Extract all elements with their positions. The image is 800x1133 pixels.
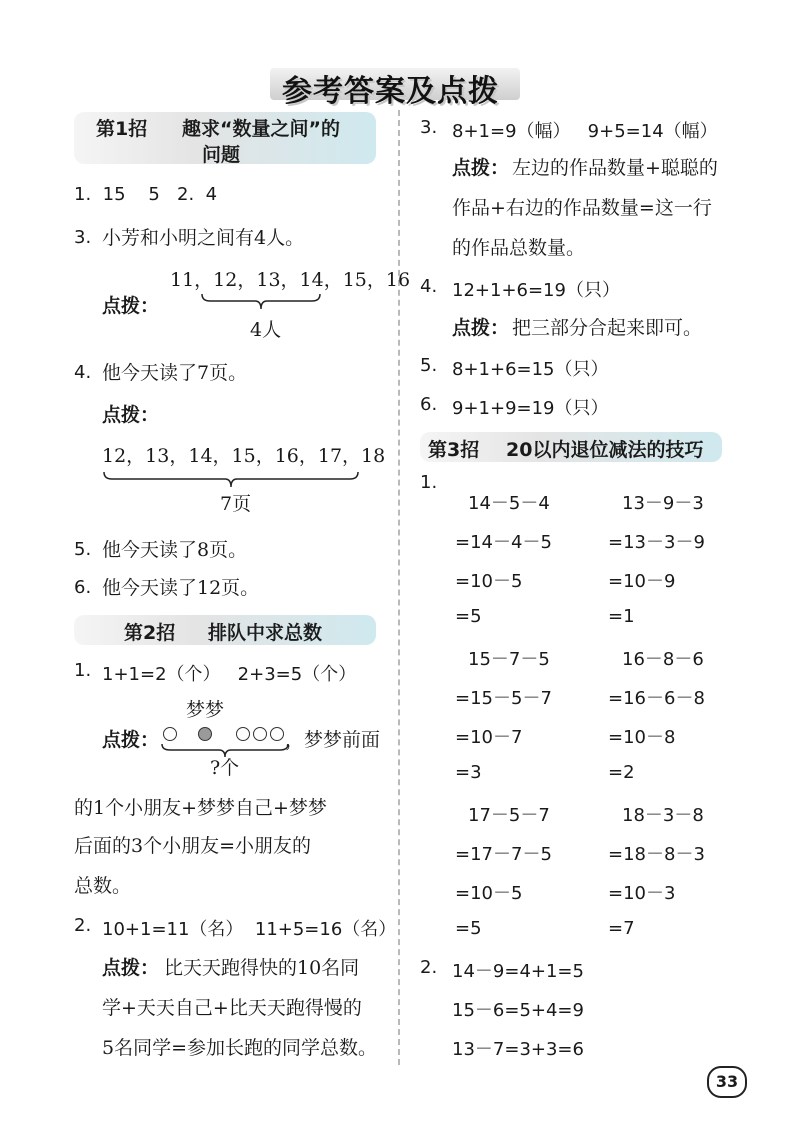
r-hint3-line3: 的作品总数量。 xyxy=(452,237,586,259)
r-answer-4-text: 12+1+6=19（只） xyxy=(452,280,620,301)
r-answer-6-text: 9+1+9=19（只） xyxy=(452,398,609,419)
section-1-tag: 第1招 xyxy=(96,118,148,140)
s2-answer-2-number: 2. xyxy=(74,915,92,936)
calc-step: =7 xyxy=(608,918,635,939)
r-answer-5-text: 8+1+6=15（只） xyxy=(452,359,609,380)
r-hint4-text: 把三部分合起来即可。 xyxy=(512,317,703,339)
s2-hint2-line2: 学+天天自己+比天天跑得慢的 xyxy=(102,997,362,1019)
section-2-title: 排队中求总数 xyxy=(208,622,323,644)
sequence-11-16: 11，12，13，14，15，16 xyxy=(170,269,411,291)
answer-4-text: 他今天读了7页。 xyxy=(102,362,248,384)
queue-child-circle xyxy=(236,727,250,741)
calc-step: 17－5－7 xyxy=(468,805,550,826)
s3-q2-line: 14－9=4+1=5 xyxy=(452,961,584,982)
calc-step: =10－7 xyxy=(455,727,523,748)
s3-question-1-number: 1. xyxy=(420,472,438,493)
r-answer-3-text: 8+1=9（幅） 9+5=14（幅） xyxy=(452,121,718,142)
calc-step: =17－7－5 xyxy=(455,844,552,865)
page-number: 33 xyxy=(707,1066,747,1098)
calc-step: 14－5－4 xyxy=(468,493,550,514)
calc-step: =18－8－3 xyxy=(608,844,705,865)
column-divider xyxy=(398,110,400,1065)
calc-step: 15－7－5 xyxy=(468,649,550,670)
r-answer-5-number: 5. xyxy=(420,355,438,376)
unknown-count-label: ?个 xyxy=(210,757,240,779)
calc-step: =10－3 xyxy=(608,883,676,904)
page-title: 参考答案及点拨 xyxy=(282,74,499,109)
answer-3-number: 3. xyxy=(74,227,92,248)
s3-q2-line: 13－7=3+3=6 xyxy=(452,1039,584,1060)
r-hint3-line2: 作品+右边的作品数量=这一行 xyxy=(452,197,712,219)
s2-hint-label: 点拨： xyxy=(102,729,160,751)
calc-step: =3 xyxy=(455,762,482,783)
section-1-title-line2: 问题 xyxy=(202,144,241,166)
calc-step: 18－3－8 xyxy=(622,805,704,826)
answer-6-text: 他今天读了12页。 xyxy=(102,577,260,599)
s2-hint2-label: 点拨： xyxy=(102,957,160,979)
answer-4-number: 4. xyxy=(74,362,92,383)
s2-hint-after: ，梦梦前面 xyxy=(285,729,381,751)
r-hint4-label: 点拨： xyxy=(452,317,510,339)
s2-answer-1-number: 1. xyxy=(74,660,92,681)
s2-hint-line4: 总数。 xyxy=(74,875,132,897)
calc-step: =10－5 xyxy=(455,883,523,904)
hint-label-4: 点拨： xyxy=(102,404,160,426)
r-answer-3-number: 3. xyxy=(420,117,438,138)
queue-child-circle xyxy=(253,727,267,741)
calc-step: =13－3－9 xyxy=(608,532,705,553)
calc-step: =15－5－7 xyxy=(455,688,552,709)
sequence-12-18: 12，13，14，15，16，17，18 xyxy=(102,445,386,467)
queue-child-circle xyxy=(270,727,284,741)
s2-hint-line2: 的1个小朋友+梦梦自己+梦梦 xyxy=(74,797,327,819)
calc-step: =2 xyxy=(608,762,635,783)
s3-q2-line: 15－6=5+4=9 xyxy=(452,1000,584,1021)
section-3-tag: 第3招 xyxy=(428,439,480,461)
calc-step: 13－9－3 xyxy=(622,493,704,514)
calc-step: =5 xyxy=(455,918,482,939)
answer-1-2: 1. 15 5 2. 4 xyxy=(74,184,218,205)
answer-5-number: 5. xyxy=(74,539,92,560)
s3-question-2-number: 2. xyxy=(420,957,438,978)
mengmeng-label: 梦梦 xyxy=(186,699,225,721)
sequence-2-label: 7页 xyxy=(220,493,252,515)
r-answer-6-number: 6. xyxy=(420,394,438,415)
calc-step: =1 xyxy=(608,606,635,627)
s2-hint-line3: 后面的3个小朋友=小朋友的 xyxy=(74,835,312,857)
answer-6-number: 6. xyxy=(74,577,92,598)
calc-step: 16－8－6 xyxy=(622,649,704,670)
s2-hint2-line3: 5名同学=参加长跑的同学总数。 xyxy=(102,1037,378,1059)
section-1-title-line1: 趣求“数量之间”的 xyxy=(182,118,340,140)
section-3-title: 20以内退位减法的技巧 xyxy=(506,439,704,461)
r-hint3-line1: 左边的作品数量+聪聪的 xyxy=(512,157,718,179)
sequence-1-label: 4人 xyxy=(250,319,282,341)
brace-under-sequence-1 xyxy=(200,292,322,312)
answer-3-text: 小芳和小明之间有4人。 xyxy=(102,227,305,249)
section-2-tag: 第2招 xyxy=(124,622,176,644)
brace-under-sequence-2 xyxy=(102,470,360,490)
calc-step: =10－8 xyxy=(608,727,676,748)
calc-step: =10－5 xyxy=(455,571,523,592)
answer-5-text: 他今天读了8页。 xyxy=(102,539,248,561)
hint-label: 点拨： xyxy=(102,295,160,317)
calc-step: =10－9 xyxy=(608,571,676,592)
calc-step: =14－4－5 xyxy=(455,532,552,553)
calc-step: =16－6－8 xyxy=(608,688,705,709)
r-answer-4-number: 4. xyxy=(420,276,438,297)
calc-step: =5 xyxy=(455,606,482,627)
s2-answer-1-text: 1+1=2（个） 2+3=5（个） xyxy=(102,664,357,685)
mengmeng-circle xyxy=(198,727,212,741)
r-hint3-label: 点拨： xyxy=(452,157,510,179)
s2-hint2-line1: 比天天跑得快的10名同 xyxy=(164,957,360,979)
s2-answer-2-text: 10+1=11（名） 11+5=16（名） xyxy=(102,919,397,940)
queue-child-circle xyxy=(163,727,177,741)
